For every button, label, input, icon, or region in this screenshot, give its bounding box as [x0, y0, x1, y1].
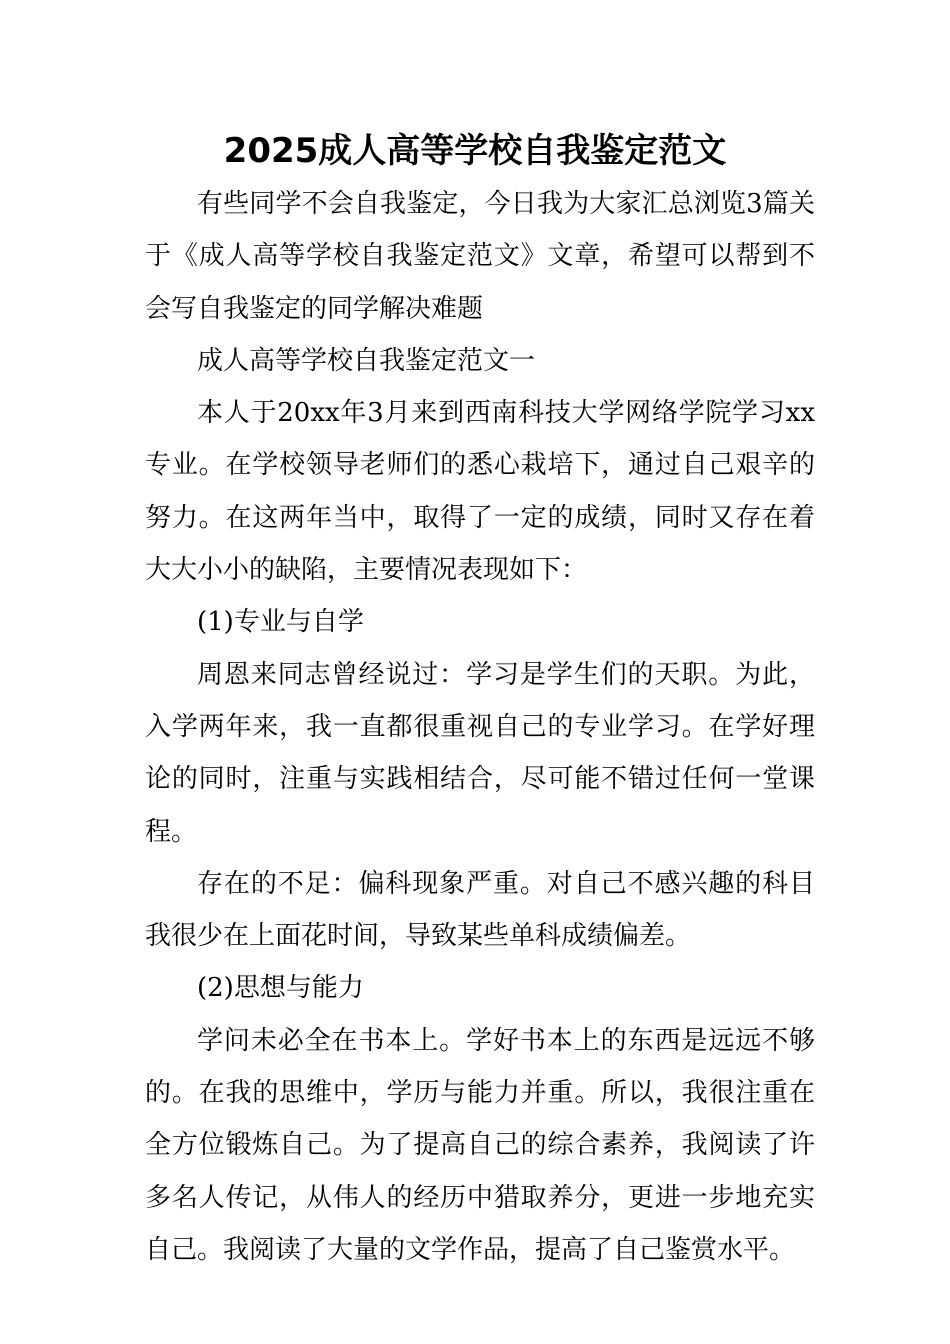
subsection-heading: (1)专业与自学 [197, 607, 364, 638]
body-paragraph: 周恩来同志曾经说过：学习是学生们的天职。为此，入学两年来，我一直都很重视自己的专业学习。在学好理论的同时，注重与实践相结合，尽可能不错过任何一堂课程。 [145, 659, 815, 847]
section-heading: 成人高等学校自我鉴定范文一 [197, 345, 536, 376]
document-body [145, 178, 815, 1276]
body-paragraph: 学问未必全在书本上。学好书本上的东西是远远不够的。在我的思维中，学历与能力并重。所以，我很注重在全方位锻炼自己。为了提高自己的综合素养，我阅读了许多名人传记，从伟人的经历中猎取养分，更进一步地充实自己。我阅读了大量的文学作品，提高了自己鉴赏水平。 [145, 1025, 815, 1265]
intro-paragraph: 有些同学不会自我鉴定，今日我为大家汇总浏览3篇关于《成人高等学校自我鉴定范文》文章，希望可以帮到不会写自我鉴定的同学解决难题 [145, 189, 815, 324]
subsection-heading: (2)思想与能力 [197, 973, 364, 1004]
document-title: 2025成人高等学校自我鉴定范文 [223, 131, 727, 171]
body-paragraph: 存在的不足：偏科现象严重。对自己不感兴趣的科目我很少在上面花时间，导致某些单科成绩偏差。 [145, 868, 815, 952]
body-paragraph: 本人于20xx年3月来到西南科技大学网络学院学习xx专业。在学校领导老师们的悉心栽培下，通过自己艰辛的努力。在这两年当中，取得了一定的成绩，同时又存在着大大小小的缺陷，主要情况表现如下： [145, 398, 815, 586]
